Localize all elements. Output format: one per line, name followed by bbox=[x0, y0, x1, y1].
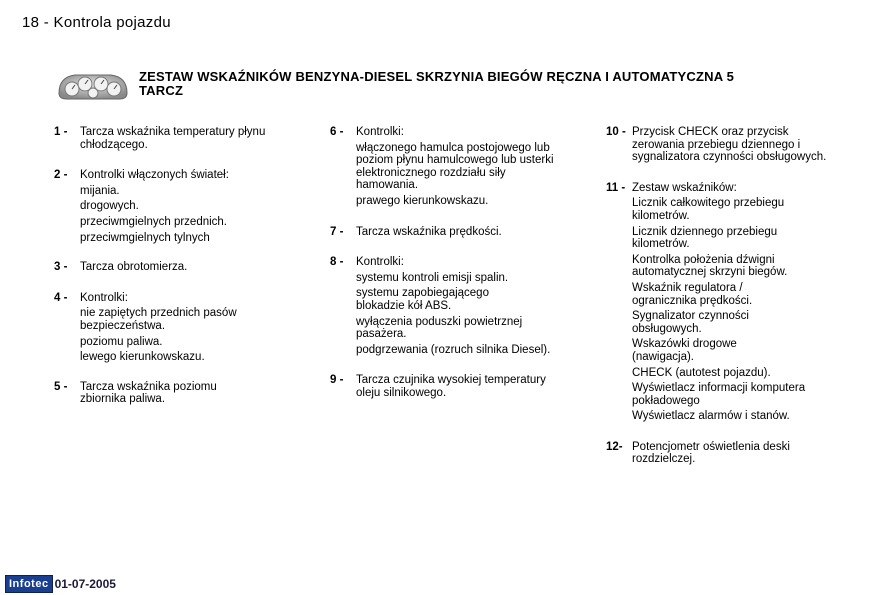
column-middle bbox=[330, 126, 570, 400]
list-item: 3 - Tarcza obrotomierza. bbox=[54, 261, 188, 274]
page-header: 18 - Kontrola pojazdu bbox=[22, 14, 171, 31]
list-item: 1 - Tarcza wskaźnika temperatury płynu chłodzącego. bbox=[54, 126, 266, 151]
column-right bbox=[606, 126, 846, 466]
list-item: 8 - Kontrolki: systemu kontroli emisji spalin. systemu zapobiegającego blokadzie kół ABS. wyłączenia poduszki powietrznej pasażera. podgrzewania (rozruch silnika Diesel). bbox=[330, 256, 551, 356]
list-item: 7 - Tarcza wskaźnika prędkości. bbox=[330, 225, 502, 238]
footer bbox=[5, 575, 116, 593]
list-item: 11 - Zestaw wskaźników: Licznik całkowitego przebiegu kilometrów. Licznik dziennego przebiegu kilometrów. Kontrolka położenia dźwigni automatycznej skrzyni biegów. Wskaźnik regulatora / ogranicznika prędkości. Sygnalizator czynności obsługowych. Wskazówki drogowe (nawigacja). CHECK (autotest pojazdu). Wyświetlacz informacji komputera pokładowego Wyświetlacz alarmów i stanów. bbox=[606, 181, 806, 423]
column-left bbox=[54, 126, 294, 406]
section-title: ZESTAW WSKAŹNIKÓW BENZYNA-DIESEL SKRZYNIA BIEGÓW RĘCZNA I AUTOMATYCZNA 5 TARCZ bbox=[139, 69, 735, 98]
instrument-cluster-icon bbox=[55, 71, 131, 101]
list-item: 5 - Tarcza wskaźnika poziomu zbiornika paliwa. bbox=[54, 380, 217, 406]
list-item: 12- Potencjometr oświetlenia deski rozdzielczej. bbox=[606, 440, 790, 466]
list-item: 9 - Tarcza czujnika wysokiej temperatury oleju silnikowego. bbox=[330, 374, 546, 399]
infotec-logo: Infotec bbox=[5, 575, 53, 593]
footer-date: 01-07-2005 bbox=[54, 577, 116, 591]
list-item: 2 - Kontrolki włączonych świateł: mijania. drogowych. przeciwmgielnych przednich. przeciwmgielnych tylnych bbox=[54, 169, 229, 244]
list-item: 4 - Kontrolki: nie zapiętych przednich pasów bezpieczeństwa. poziomu paliwa. lewego kierunkowskazu. bbox=[54, 291, 237, 364]
list-item: 10 - Przycisk CHECK oraz przycisk zerowania przebiegu dziennego i sygnalizatora czynności obsługowych. bbox=[606, 126, 827, 164]
list-item: 6 - Kontrolki: włączonego hamulca postojowego lub poziom płynu hamulcowego lub usterki elektronicznego rozdziału siły hamowania. prawego kierunkowskazu. bbox=[330, 126, 554, 207]
